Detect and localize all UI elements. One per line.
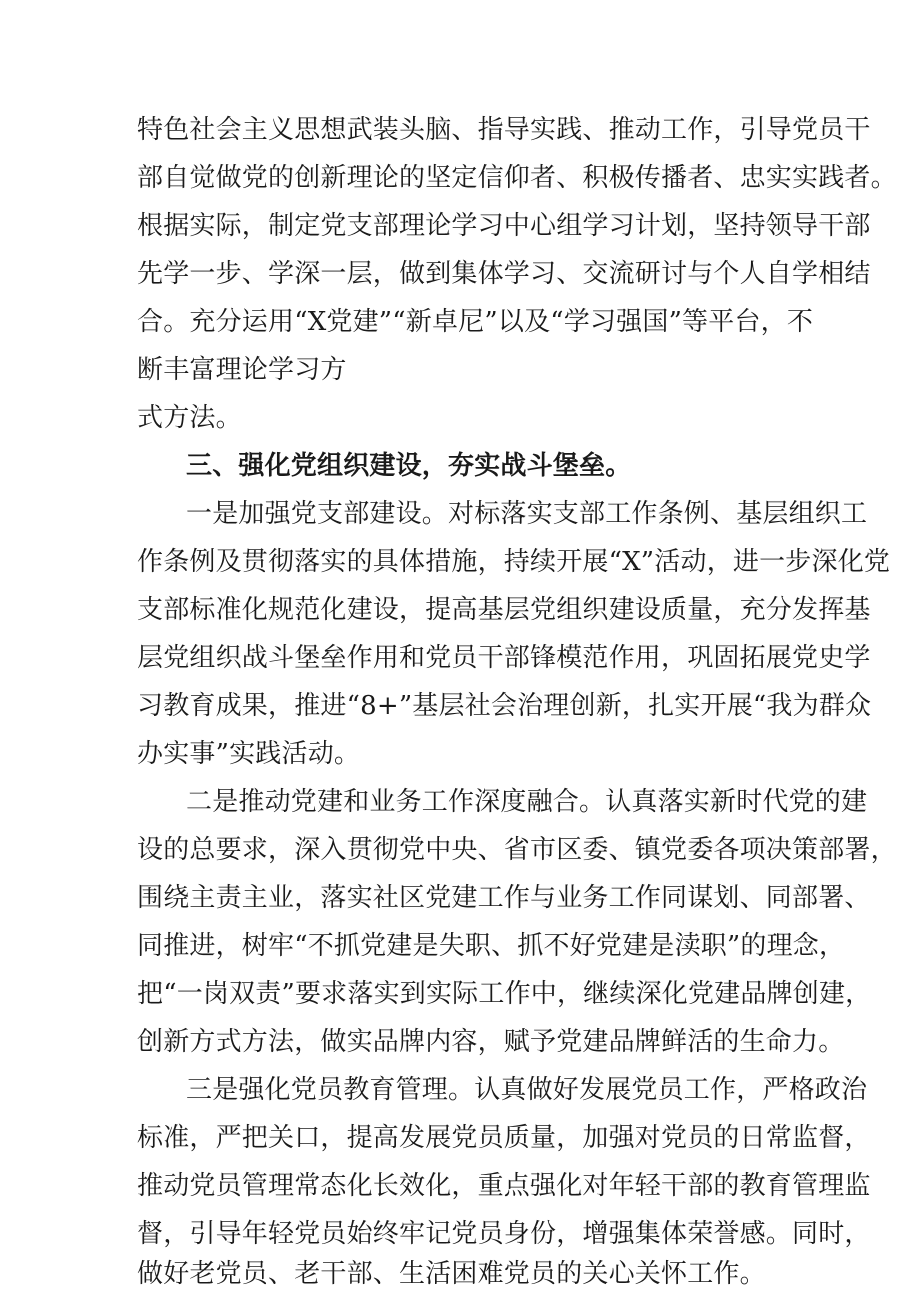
section-heading-3: 三、强化党组织建设，夯实战斗堡垒。 <box>186 451 632 481</box>
paragraph-3-line-1: 二是推动党建和业务工作深度融合。认真落实新时代党的建 <box>186 787 868 817</box>
paragraph-2-line-4: 层党组织战斗堡垒作用和党员干部锋模范作用，巩固拓展党史学 <box>137 643 871 673</box>
paragraph-4-line-4: 督，引导年轻党员始终牢记党员身份，增强集体荣誉感。同时， <box>137 1219 871 1249</box>
paragraph-3-line-4: 同推进，树牢“不抓党建是失职、抓不好党建是渎职”的理念， <box>137 931 846 961</box>
paragraph-2-line-1: 一是加强党支部建设。对标落实支部工作条例、基层组织工 <box>186 499 868 529</box>
paragraph-4-line-1: 三是强化党员教育管理。认真做好发展党员工作，严格政治 <box>186 1075 868 1105</box>
paragraph-4-line-3: 推动党员管理常态化长效化，重点强化对年轻干部的教育管理监 <box>137 1171 871 1201</box>
paragraph-1-line-3: 根据实际，制定党支部理论学习中心组学习计划，坚持领导干部 <box>137 211 871 241</box>
paragraph-2-line-2: 作条例及贯彻落实的具体措施，持续开展“X”活动，进一步深化党 <box>137 547 891 577</box>
paragraph-1-line-4: 先学一步、学深一层，做到集体学习、交流研讨与个人自学相结 <box>137 259 871 289</box>
paragraph-3-line-2: 设的总要求，深入贯彻党中央、省市区委、镇党委各项决策部署， <box>137 835 897 865</box>
paragraph-4-line-2: 标准，严把关口，提高发展党员质量，加强对党员的日常监督， <box>137 1123 871 1153</box>
paragraph-2-line-3: 支部标准化规范化建设，提高基层党组织建设质量，充分发挥基 <box>137 595 871 625</box>
paragraph-1-line-2: 部自觉做党的创新理论的坚定信仰者、积极传播者、忠实实践者。 <box>137 163 897 193</box>
paragraph-2-line-6: 办实事”实践活动。 <box>137 739 361 769</box>
paragraph-1-line-1: 特色社会主义思想武装头脑、指导实践、推动工作，引导党员干 <box>137 115 871 145</box>
paragraph-4-line-5: 做好老党员、老干部、生活困难党员的关心关怀工作。 <box>137 1259 766 1289</box>
paragraph-1-line-7: 式方法。 <box>137 403 242 433</box>
paragraph-1-line-6: 断丰富理论学习方 <box>137 355 347 385</box>
paragraph-1-line-5: 合。充分运用“X党建”“新卓尼”以及“学习强国”等平台，不 <box>137 307 814 337</box>
paragraph-3-line-3: 围绕主责主业，落实社区党建工作与业务工作同谋划、同部署、 <box>137 883 871 913</box>
paragraph-3-line-6: 创新方式方法，做实品牌内容，赋予党建品牌鲜活的生命力。 <box>137 1027 845 1057</box>
paragraph-2-line-5: 习教育成果，推进“8+”基层社会治理创新，扎实开展“我为群众 <box>137 691 872 721</box>
paragraph-3-line-5: 把“一岗双责”要求落实到实际工作中，继续深化党建品牌创建， <box>137 979 872 1009</box>
